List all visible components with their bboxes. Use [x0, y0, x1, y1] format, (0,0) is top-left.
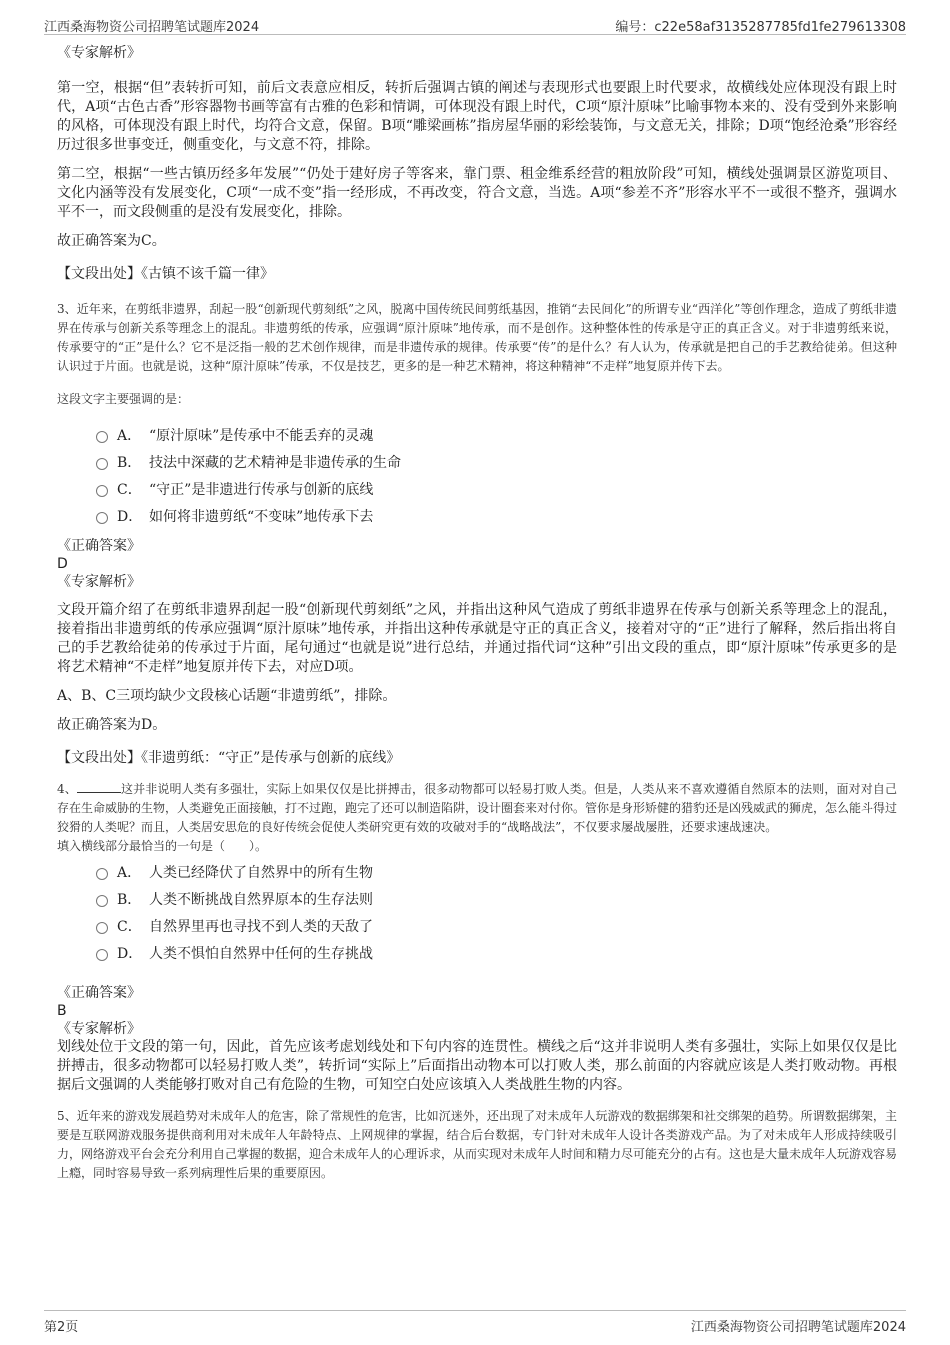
q3-stem: 3、近年来，在剪纸非遗界，刮起一股“创新现代剪刻纸”之风，脱离中国传统民间剪纸基因，推销“去民间化”的所谓专业“西洋化”等创作理念，造成了剪纸非遗界在传承与创新关系等理念上的混乱。非遗剪纸的传承，应强调“原汁原味”地传承，而不是创作。这种整体性的传承是守正的真正含义。对于非遗剪纸来说，传承要守的“正”是什么？它不是泛指一般的艺术创作规律，而是非遗传承的规律。传承要“传”的是什么？有人认为，传承就是把自己的手艺教给徒弟。但这种认识过于片面。也就是说，这种“原汁原味”传承，不仅是技艺，更多的是一种艺术精神，将这种精神“不走样”地复原并传下去。 [57, 302, 897, 373]
q2-analysis-p2: 第二空，根据“一些古镇历经多年发展”“仍处于建好房子等客来，靠门票、租金维系经营的粗放阶段”可知，横线处强调景区游览项目、文化内涵等没有发展变化，C项“一成不变”指一经形成，不再改变，符合文意，当选。A项“参差不齐”形容水平不一或很不整齐，强调水平不一，而文段侧重的是没有发展变化，排除。 [57, 166, 897, 220]
q3-analysis-label: 《专家解析》 [57, 574, 141, 590]
q3-option-c[interactable]: C． “守正”是非遗进行传承与创新的底线 [57, 477, 897, 504]
radio-icon[interactable] [96, 868, 108, 880]
radio-icon[interactable] [96, 922, 108, 934]
q3-option-d[interactable]: D． 如何将非遗剪纸“不变味”地传承下去 [57, 504, 897, 531]
radio-icon[interactable] [96, 431, 108, 443]
q5-stem: 5、近年来的游戏发展趋势对未成年人的危害，除了常规性的危害，比如沉迷外，还出现了对未成年人玩游戏的数据绑架和社交绑架的趋势。所谓数据绑架，主要是互联网游戏服务提供商利用对未成年人年龄特点、上网规律的掌握，结合后台数据，专门针对未成年人设计各类游戏产品。为了对未成年人形成持续吸引力，网络游戏平台会充分利用自己掌握的数据，迎合未成年人的心理诉求，从而实现对未成年人时间和精力尽可能充分的占有。这也是大量未成年人玩游戏容易上瘾，同时容易导致一系列病理性后果的重要原因。 [57, 1109, 898, 1180]
q3-exclude: A、B、C三项均缺少文段核心话题“非遗剪纸”，排除。 [57, 688, 397, 704]
q3-option-a[interactable]: A． “原汁原味”是传承中不能丢弃的灵魂 [57, 423, 897, 450]
q4-option-c[interactable]: C． 自然界里再也寻找不到人类的天敌了 [57, 914, 897, 941]
page-content [57, 44, 897, 1183]
q4-option-a[interactable]: A． 人类已经降伏了自然界中的所有生物 [57, 860, 897, 887]
q3-option-b[interactable]: B． 技法中深藏的艺术精神是非遗传承的生命 [57, 450, 897, 477]
q3-answer: D [57, 556, 68, 572]
q2-conclusion: 故正确答案为C。 [57, 233, 166, 249]
radio-icon[interactable] [96, 512, 108, 524]
q4-option-b[interactable]: B． 人类不断挑战自然界原本的生存法则 [57, 887, 897, 914]
q2-analysis-p1: 第一空，根据“但”表转折可知，前后文表意应相反，转折后强调古镇的阐述与表现形式也要跟上时代要求，故横线处应体现没有跟上时代，A项“古色古香”形容器物书画等富有古雅的色彩和情调，可体现没有跟上时代，C项“原汁原味”比喻事物本来的、没有受到外来影响的风格，可体现没有跟上时代，均符合文意，保留。B项“雕梁画栋”指房屋华丽的彩绘装饰，与文意无关，排除；D项“饱经沧桑”形容经历过很多世事变迁，侧重变化，与文意不符，排除。 [57, 80, 897, 153]
q4-options [57, 860, 897, 968]
q4-option-d[interactable]: D． 人类不惧怕自然界中任何的生存挑战 [57, 941, 897, 968]
q2-source: 【文段出处】《古镇不该千篇一律》 [57, 266, 274, 282]
q3-source: 【文段出处】《非遗剪纸：“守正”是传承与创新的底线》 [57, 750, 401, 766]
q4-answer: B [57, 1003, 67, 1019]
q4-analysis: 划线处位于文段的第一句，因此，首先应该考虑划线处和下句内容的连贯性。横线之后“这并非说明人类有多强壮，实际上如果仅仅是比拼搏击，很多动物都可以轻易打败人类”，转折词“实际上”后面指出动物本可以打败人类，那么前面的内容就应该是人类打败动物。再根据后文强调的人类能够打败对自己有危险的生物，可知空白处应该填入人类战胜生物的内容。 [57, 1039, 897, 1093]
footer-title: 江西桑海物资公司招聘笔试题库2024 [690, 1320, 906, 1335]
q3-prompt: 这段文字主要强调的是： [57, 392, 190, 406]
q4-stem: 4、 这并非说明人类有多强壮，实际上如果仅仅是比拼搏击，很多动物都可以轻易打败人类。但是，人类从来不喜欢遵循自然原本的法则，面对对自己存在生命威胁的生物，人类避免正面接触，打不过跑，跑完了还可以制造陷阱，设计圈套来对付你。管你是身形矫健的猎豹还是凶残威武的狮虎，怎么能斗得过狡猾的人类呢？而且，人类居安思危的良好传统会促使人类研究更有效的攻破对手的“战略战法”，不仅要求屡战屡胜，还要求速战速决。 [57, 782, 898, 834]
header-title: 江西桑海物资公司招聘笔试题库2024 [44, 20, 260, 35]
fill-blank [77, 780, 121, 793]
page-number: 第2页 [44, 1320, 79, 1335]
header-doc-id: 编号：c22e58af3135287785fd1fe279613308 [615, 20, 906, 35]
q3-conclusion: 故正确答案为D。 [57, 717, 167, 733]
q4-prompt: 填入横线部分最恰当的一句是（ ）。 [57, 839, 268, 853]
q4-answer-label: 《正确答案》 [57, 985, 141, 1001]
q3-analysis: 文段开篇介绍了在剪纸非遗界刮起一股“创新现代剪刻纸”之风，并指出这种风气造成了剪纸非遗界在传承与创新关系等理念上的混乱，接着指出非遗剪纸的传承应强调“原汁原味”地传承，并指出这种传承就是守正的真正含义，接着对守的“正”进行了解释，然后指出将自己的手艺教给徒弟的传承过于片面，尾句通过“也就是说”进行总结，并通过指代词“这种”引出文段的重点，即“原汁原味”传承更多的是将艺术精神“不走样”地复原并传下去，对应D项。 [57, 602, 897, 675]
q4-analysis-label: 《专家解析》 [57, 1021, 141, 1037]
page-header [44, 14, 906, 35]
q3-answer-label: 《正确答案》 [57, 538, 141, 554]
radio-icon[interactable] [96, 895, 108, 907]
page-footer [44, 1310, 906, 1335]
q3-options [57, 423, 897, 531]
q2-analysis-label: 《专家解析》 [57, 45, 141, 61]
radio-icon[interactable] [96, 458, 108, 470]
radio-icon[interactable] [96, 949, 108, 961]
radio-icon[interactable] [96, 485, 108, 497]
